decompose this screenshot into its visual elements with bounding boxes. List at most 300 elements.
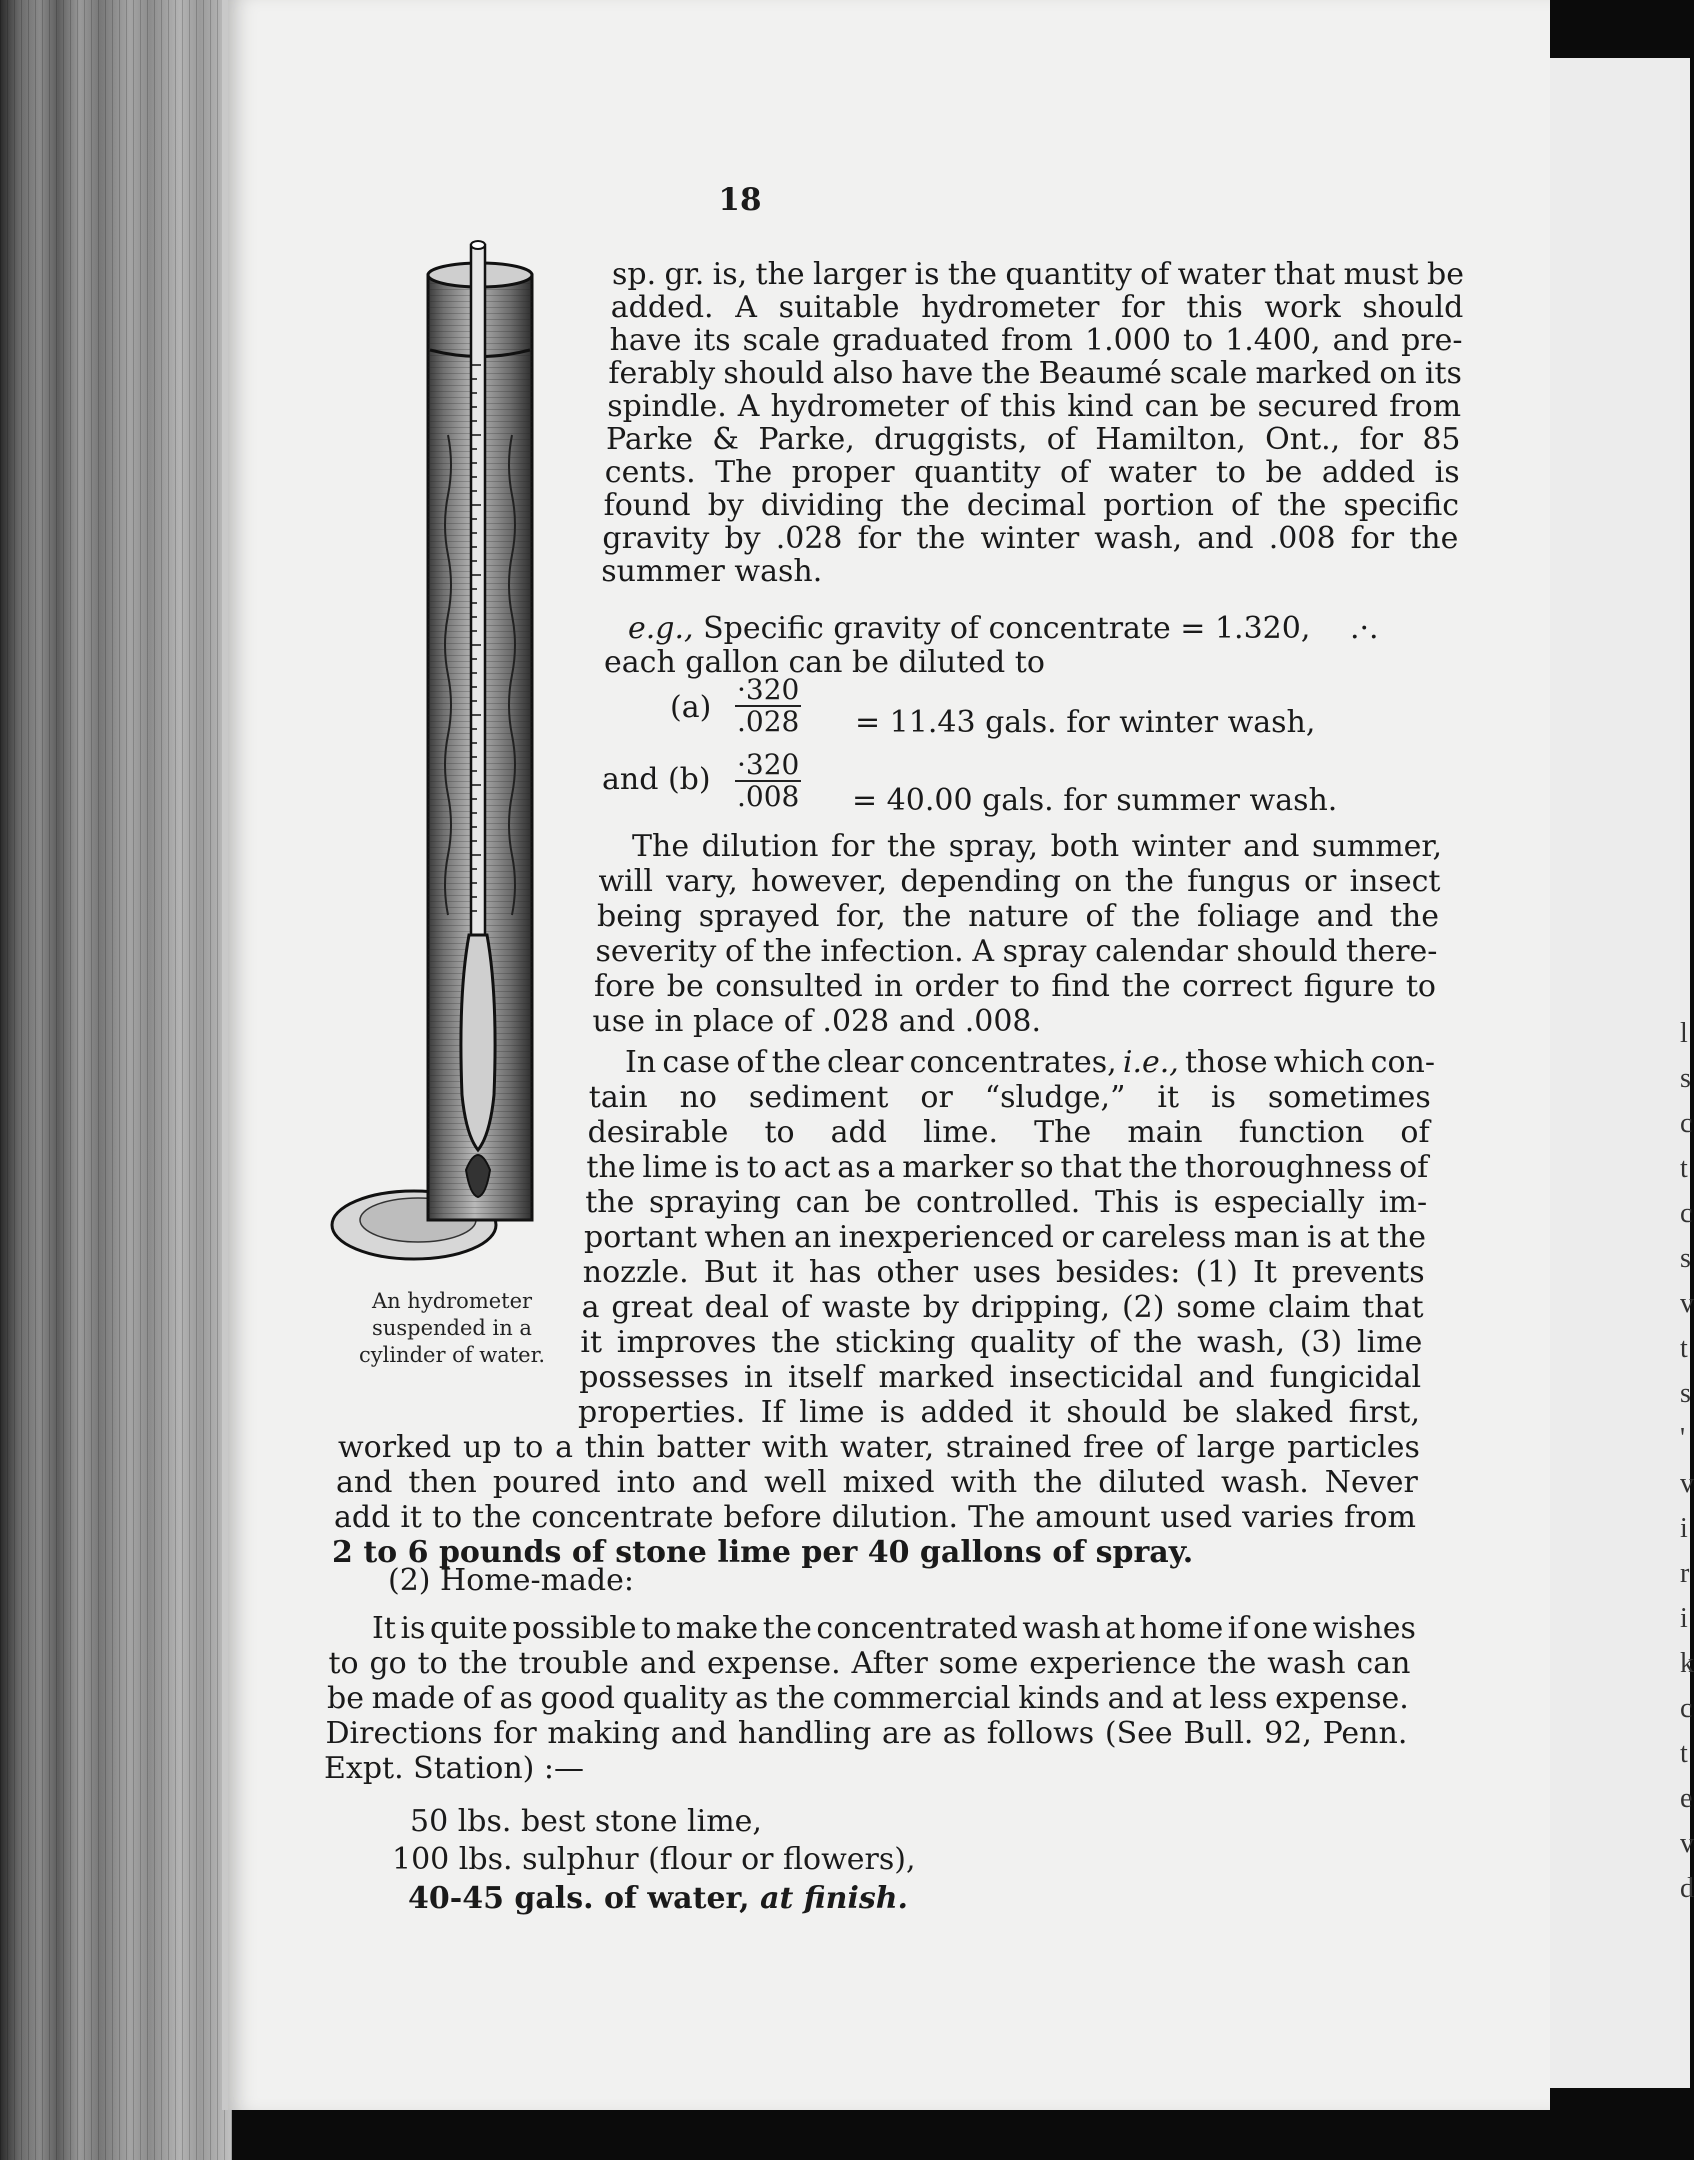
word: lime. xyxy=(923,1115,999,1150)
word: the xyxy=(1376,1220,1426,1255)
word: The xyxy=(632,829,690,864)
ingredient-lime: 50 lbs. best stone lime, xyxy=(410,1804,762,1839)
word: fungicidal xyxy=(1269,1360,1422,1395)
word: a xyxy=(555,1430,573,1465)
word: spindle. xyxy=(607,389,727,424)
word: to xyxy=(641,1611,672,1646)
word: its xyxy=(1424,356,1462,391)
word: it xyxy=(400,1500,422,1535)
word: wash xyxy=(1267,1646,1346,1681)
word: infection. xyxy=(820,934,964,969)
facing-page-letter: d xyxy=(1680,1873,1694,1904)
word: the xyxy=(755,257,805,292)
word: of xyxy=(1089,1325,1119,1360)
word: In xyxy=(625,1045,657,1080)
word: for xyxy=(1350,521,1395,556)
word: waste xyxy=(822,1290,911,1325)
text-line xyxy=(594,970,1436,1004)
facing-page-letter: ' xyxy=(1680,1423,1686,1454)
word: follows xyxy=(986,1716,1095,1751)
text-line xyxy=(588,1116,1430,1150)
word: Parke xyxy=(606,422,693,457)
word: wishes xyxy=(1312,1611,1416,1646)
word: proper xyxy=(791,455,895,490)
word: made xyxy=(371,1681,455,1716)
word: must xyxy=(1343,257,1419,292)
word: at xyxy=(1171,1681,1202,1716)
word: of xyxy=(1085,899,1115,934)
word: is xyxy=(1210,1080,1236,1115)
word: this xyxy=(1186,290,1243,325)
word: a xyxy=(581,1290,600,1325)
word: ferably xyxy=(608,356,716,391)
word: the xyxy=(1121,969,1171,1004)
word: found xyxy=(603,488,691,523)
word: as xyxy=(942,1716,976,1751)
word: suitable xyxy=(778,290,900,325)
word: itself xyxy=(787,1360,864,1395)
word: is xyxy=(714,1150,740,1185)
word: Directions xyxy=(325,1716,483,1751)
word: lime xyxy=(799,1395,865,1430)
word: free xyxy=(1083,1430,1145,1465)
word: concentrates, xyxy=(909,1045,1117,1080)
word: to xyxy=(1009,969,1040,1004)
word: graduated xyxy=(832,323,989,358)
word: then xyxy=(408,1465,477,1500)
word: can xyxy=(1356,1646,1411,1681)
word: spray xyxy=(1002,934,1087,969)
word: from xyxy=(1001,323,1073,358)
word: larger xyxy=(813,257,907,292)
word: A xyxy=(972,934,994,969)
word: so xyxy=(1020,1150,1054,1185)
text-line xyxy=(610,324,1463,358)
word: dilution xyxy=(701,829,819,864)
word: expense. xyxy=(706,1646,841,1681)
word: marked xyxy=(1255,356,1372,391)
word: water, xyxy=(840,1430,935,1465)
text-line xyxy=(597,900,1439,934)
word: that xyxy=(1362,1290,1424,1325)
word: But xyxy=(703,1255,758,1290)
word: careless xyxy=(1101,1220,1227,1255)
word: the xyxy=(916,521,966,556)
text-line xyxy=(336,1466,1418,1500)
word: spray, xyxy=(948,829,1039,864)
word: If xyxy=(760,1395,784,1430)
word: the xyxy=(762,1611,812,1646)
word: added xyxy=(920,1395,1014,1430)
word: inexperienced xyxy=(838,1220,1055,1255)
text-line xyxy=(327,1682,1409,1716)
word: summer, xyxy=(1312,829,1442,864)
word: hydrometer xyxy=(770,389,949,424)
facing-page-letter: c xyxy=(1680,1108,1693,1139)
word: consulted xyxy=(715,969,863,1004)
word: (3) xyxy=(1299,1325,1343,1360)
word: fungus xyxy=(1187,864,1291,899)
word: portion xyxy=(1103,488,1214,523)
word: home xyxy=(1139,1611,1224,1646)
word: commercial xyxy=(832,1681,1011,1716)
word: one xyxy=(1253,1611,1309,1646)
word: to xyxy=(764,1115,795,1150)
facing-page-letter: i xyxy=(1680,1603,1688,1634)
text-line xyxy=(602,522,1458,556)
facing-page-letter: l xyxy=(1680,1018,1688,1049)
word: uses xyxy=(973,1255,1041,1290)
word: be xyxy=(1265,455,1303,490)
word: this xyxy=(999,389,1057,424)
word: of xyxy=(1230,488,1261,523)
word: con- xyxy=(1370,1045,1435,1080)
text-line xyxy=(606,423,1461,457)
word: be xyxy=(327,1681,364,1716)
word: those xyxy=(1184,1045,1268,1080)
word: sp. xyxy=(612,257,657,292)
word: fore xyxy=(594,969,656,1004)
section-heading-home-made: (2) Home-made: xyxy=(388,1563,634,1598)
word: for, xyxy=(836,899,886,934)
word: at xyxy=(1339,1220,1370,1255)
word: is xyxy=(1306,1220,1332,1255)
word: find xyxy=(1051,969,1110,1004)
word: in xyxy=(744,1360,773,1395)
word: slaked xyxy=(1235,1395,1334,1430)
word: to xyxy=(746,1150,777,1185)
word: added. xyxy=(610,290,714,325)
word: main xyxy=(1127,1115,1203,1150)
word: spraying xyxy=(649,1185,781,1220)
word: vary, xyxy=(666,864,738,899)
word: gr. xyxy=(664,257,705,292)
word: it xyxy=(1157,1080,1180,1115)
word: for xyxy=(830,829,875,864)
word: The xyxy=(1034,1115,1092,1150)
text-line xyxy=(607,390,1461,424)
word: as xyxy=(734,1681,769,1716)
text-line xyxy=(632,830,1442,864)
word: well xyxy=(764,1465,827,1500)
word: nozzle. xyxy=(582,1255,689,1290)
word: lime xyxy=(1356,1325,1423,1360)
facing-page-letter: s xyxy=(1680,1063,1691,1094)
word: the xyxy=(771,1045,821,1080)
text-line xyxy=(612,258,1464,292)
word: no xyxy=(679,1080,717,1115)
word: for xyxy=(493,1716,537,1751)
word: less xyxy=(1209,1681,1268,1716)
word: strained xyxy=(945,1430,1072,1465)
word: will xyxy=(598,864,653,899)
word: and xyxy=(1316,899,1374,934)
word: quantity xyxy=(1005,257,1132,292)
word: have xyxy=(609,323,682,358)
word: are xyxy=(882,1716,933,1751)
word: winter xyxy=(980,521,1080,556)
word: the xyxy=(1128,1150,1178,1185)
formula-b-result: = 40.00 gals. for summer wash. xyxy=(852,783,1338,818)
word: should xyxy=(1362,290,1464,325)
ingredient-water: 40-45 gals. of water, at finish. xyxy=(408,1881,908,1916)
facing-page-letter: s xyxy=(1680,1243,1691,1274)
text-line xyxy=(604,489,1460,523)
word: poured xyxy=(492,1465,601,1500)
word: the xyxy=(458,1646,508,1681)
word: a xyxy=(877,1150,896,1185)
text-line xyxy=(582,1291,1424,1325)
word: case xyxy=(662,1045,731,1080)
word: the xyxy=(771,1325,821,1360)
word: summer wash. xyxy=(601,554,823,589)
word: however, xyxy=(751,864,888,899)
text-line xyxy=(601,555,822,589)
word: the xyxy=(900,488,950,523)
word: by xyxy=(724,521,761,556)
word: up xyxy=(462,1430,502,1465)
word: some xyxy=(1176,1290,1257,1325)
word: tain xyxy=(588,1080,648,1115)
word: man xyxy=(1233,1220,1300,1255)
figure-caption xyxy=(338,1288,566,1369)
formula-a-result: = 11.43 gals. for winter wash, xyxy=(855,705,1316,740)
word: being xyxy=(597,899,683,934)
word: dilution. xyxy=(831,1500,959,1535)
hydrometer-illustration xyxy=(330,235,560,1275)
word: wash. xyxy=(1221,1465,1309,1500)
word: water xyxy=(1177,257,1266,292)
word: for xyxy=(1121,290,1165,325)
word: mixed xyxy=(842,1465,935,1500)
word: be xyxy=(1209,389,1247,424)
word: of xyxy=(736,1045,766,1080)
word: of xyxy=(1060,455,1090,490)
text-line xyxy=(596,935,1438,969)
word: wash xyxy=(1022,1611,1101,1646)
word: quality xyxy=(622,1681,728,1716)
word: is xyxy=(880,1395,906,1430)
word: thin xyxy=(584,1430,645,1465)
word: of xyxy=(462,1681,492,1716)
word: should xyxy=(1236,934,1338,969)
word: Bull. xyxy=(1183,1716,1254,1751)
word: im- xyxy=(1378,1185,1428,1220)
facing-page-letter: e xyxy=(1680,1783,1693,1814)
word: into xyxy=(616,1465,676,1500)
word: be xyxy=(864,1185,902,1220)
word: scale xyxy=(1169,356,1248,391)
facing-page-letter: v xyxy=(1680,1288,1694,1319)
word: an xyxy=(793,1220,832,1255)
word: thoroughness xyxy=(1184,1150,1393,1185)
word: pre- xyxy=(1401,323,1463,358)
word: with xyxy=(761,1430,829,1465)
word: possesses xyxy=(579,1360,729,1395)
word: of xyxy=(724,934,755,969)
word: of xyxy=(1155,1430,1186,1465)
word: should xyxy=(1066,1395,1168,1430)
word: A xyxy=(737,389,760,424)
word: both xyxy=(1050,829,1120,864)
word: add xyxy=(830,1115,887,1150)
word: be xyxy=(1182,1395,1220,1430)
word: 92, xyxy=(1264,1716,1312,1751)
word: sediment xyxy=(748,1080,889,1115)
word: improves xyxy=(616,1325,757,1360)
word: of xyxy=(780,1290,811,1325)
word: (See xyxy=(1104,1716,1173,1751)
word: of xyxy=(1399,1150,1429,1185)
word: of xyxy=(959,389,989,424)
word: other xyxy=(876,1255,959,1290)
word: also xyxy=(832,356,894,391)
formula-b-label: and (b) xyxy=(602,762,711,797)
word: concentrate xyxy=(531,1500,714,1535)
word: dividing xyxy=(760,488,884,523)
facing-page-letter: c xyxy=(1680,1693,1693,1724)
word: make xyxy=(675,1611,759,1646)
word: batter xyxy=(656,1430,751,1465)
word: The xyxy=(968,1500,1026,1535)
word: correct xyxy=(1182,969,1293,1004)
facing-page-letter: i xyxy=(1680,1513,1688,1544)
word: and xyxy=(1198,1360,1255,1395)
word: portant xyxy=(584,1220,697,1255)
text-line xyxy=(580,1326,1422,1360)
word: is xyxy=(1174,1185,1199,1220)
text-line xyxy=(608,357,1462,391)
text-line xyxy=(611,291,1464,325)
word: After xyxy=(851,1646,928,1681)
word: the xyxy=(1033,1465,1083,1500)
caption-line: suspended in a xyxy=(372,1316,532,1340)
word: to xyxy=(417,1646,448,1681)
word: or xyxy=(1061,1220,1094,1255)
word: cents. xyxy=(604,455,696,490)
facing-page-letter: v xyxy=(1680,1468,1694,1499)
word: This xyxy=(1094,1185,1160,1220)
text-line xyxy=(625,1046,1435,1080)
word: handling xyxy=(737,1716,872,1751)
word: and xyxy=(670,1716,728,1751)
word: claim xyxy=(1267,1290,1351,1325)
word: 2 to 6 pounds of stone lime per 40 gallons of spray. xyxy=(332,1535,1194,1570)
word: the xyxy=(775,1681,826,1716)
word: it xyxy=(1029,1395,1051,1430)
word: experience xyxy=(1029,1646,1197,1681)
word: can xyxy=(795,1185,850,1220)
word: scale xyxy=(742,323,821,358)
word: the xyxy=(585,1185,635,1220)
word: is xyxy=(400,1611,426,1646)
word: “sludge,” xyxy=(984,1080,1126,1115)
text-line xyxy=(593,1005,1042,1039)
word: wash, xyxy=(1197,1325,1285,1360)
word: add xyxy=(334,1500,391,1535)
text-line xyxy=(589,1081,1431,1115)
text-line xyxy=(584,1221,1426,1255)
word: and xyxy=(1243,829,1300,864)
word: and xyxy=(1197,521,1254,556)
word: with xyxy=(950,1465,1018,1500)
word: it xyxy=(580,1325,603,1360)
facing-page-letter: s xyxy=(1680,1378,1691,1409)
word: to xyxy=(513,1430,544,1465)
word: secured xyxy=(1257,389,1379,424)
word: the xyxy=(902,899,952,934)
word: from xyxy=(1389,389,1462,424)
word: druggists, xyxy=(874,422,1028,457)
word: by xyxy=(707,488,744,523)
word: to xyxy=(1405,969,1436,1004)
word: worked xyxy=(338,1430,452,1465)
word: kinds xyxy=(1018,1681,1100,1716)
word: should xyxy=(723,356,825,391)
facing-page-letter: c xyxy=(1680,1198,1693,1229)
word: trouble xyxy=(518,1646,629,1681)
page-number: 18 xyxy=(718,182,762,218)
word: of xyxy=(1400,1115,1430,1150)
word: i.e., xyxy=(1122,1045,1179,1080)
word: It xyxy=(372,1611,396,1646)
word: water xyxy=(1108,455,1197,490)
text-line xyxy=(324,1752,584,1786)
word: from xyxy=(1344,1500,1416,1535)
word: concentrated xyxy=(816,1611,1018,1646)
word: for xyxy=(1359,422,1404,457)
word: if xyxy=(1227,1611,1249,1646)
word: amount xyxy=(1035,1500,1151,1535)
text-line xyxy=(583,1256,1425,1290)
facing-page-letter: t xyxy=(1680,1153,1688,1184)
word: and xyxy=(1107,1681,1165,1716)
word: 1.000 xyxy=(1085,323,1171,358)
text-line xyxy=(578,1396,1420,1430)
word: good xyxy=(540,1681,615,1716)
word: nature xyxy=(968,899,1069,934)
word: Parke, xyxy=(758,422,855,457)
word: that xyxy=(1273,257,1336,292)
word: possible xyxy=(512,1611,637,1646)
word: or xyxy=(920,1080,953,1115)
word: some xyxy=(938,1646,1019,1681)
word: is xyxy=(914,257,940,292)
word: properties. xyxy=(578,1395,746,1430)
word: expense. xyxy=(1275,1681,1409,1716)
word: controlled. xyxy=(915,1185,1081,1220)
word: sticking xyxy=(835,1325,956,1360)
word: it xyxy=(772,1255,794,1290)
word: Beaumé xyxy=(1038,356,1162,391)
word: Never xyxy=(1324,1465,1418,1500)
word: quantity xyxy=(914,455,1041,490)
word: desirable xyxy=(587,1115,729,1150)
word: by xyxy=(922,1290,959,1325)
word: foliage xyxy=(1196,899,1301,934)
word: on xyxy=(1379,356,1417,391)
word: and xyxy=(336,1465,393,1500)
word: has xyxy=(808,1255,862,1290)
caption-line: An hydrometer xyxy=(371,1289,533,1313)
text-line xyxy=(585,1186,1427,1220)
word: sometimes xyxy=(1267,1080,1431,1115)
word: clear xyxy=(827,1045,904,1080)
word: as xyxy=(837,1150,871,1185)
word: can xyxy=(1144,389,1199,424)
facing-page-letter: r xyxy=(1680,1558,1690,1589)
word: .028 xyxy=(775,521,843,556)
